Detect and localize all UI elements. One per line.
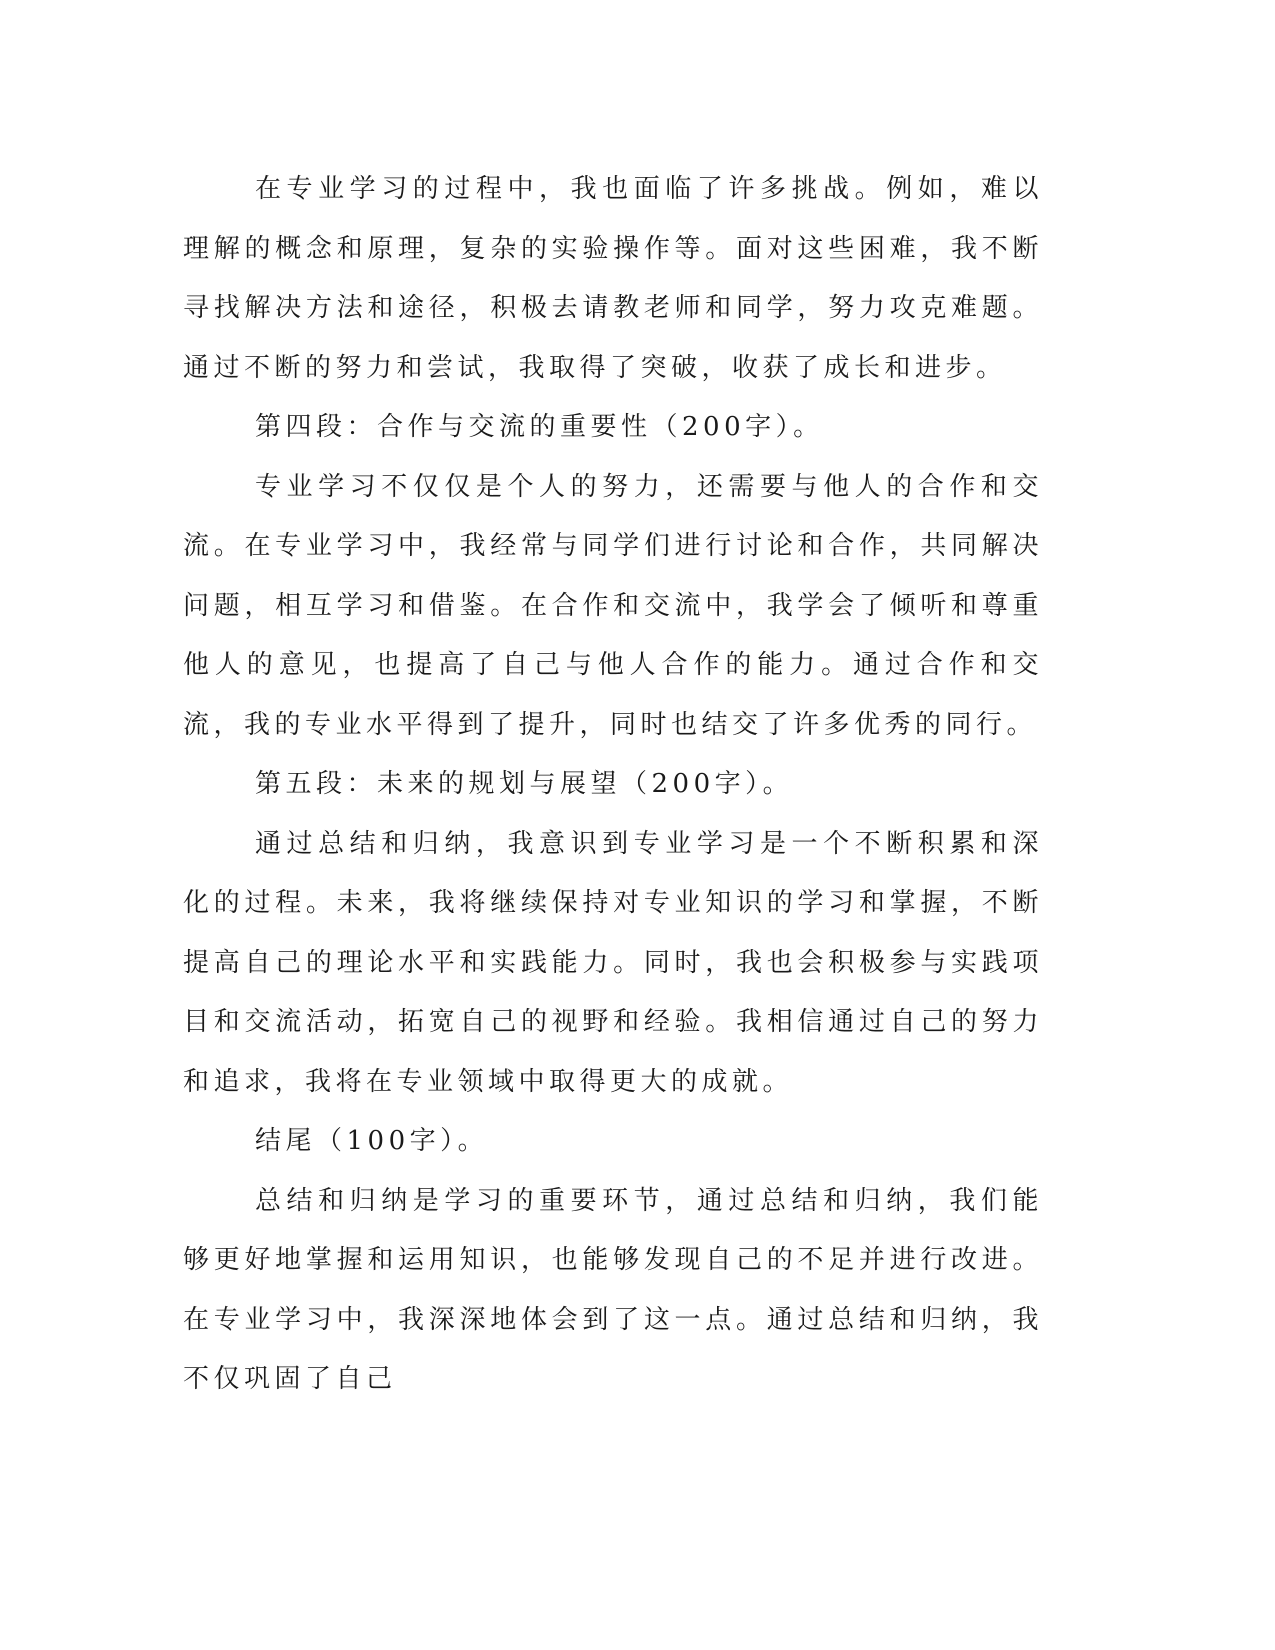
paragraph-future: 通过总结和归纳，我意识到专业学习是一个不断积累和深化的过程。未来，我将继续保持对专业知识的学习和掌握，不断提高自己的理论水平和实践能力。同时，我也会积极参与实践项目和交流活动，拓宽自己的视野和经验。我相信通过自己的努力和追求，我将在专业领域中取得更大的成就。 xyxy=(183,828,1043,1097)
document-body xyxy=(183,160,1043,1410)
paragraph-conclusion: 总结和归纳是学习的重要环节，通过总结和归纳，我们能够更好地掌握和运用知识，也能够发现自己的不足并进行改进。在专业学习中，我深深地体会到了这一点。通过总结和归纳，我不仅巩固了自己 xyxy=(183,1185,1043,1394)
section-heading-4: 第四段：合作与交流的重要性（200字）。 xyxy=(255,412,824,442)
paragraph-challenges: 在专业学习的过程中，我也面临了许多挑战。例如，难以理解的概念和原理，复杂的实验操作等。面对这些困难，我不断寻找解决方法和途径，积极去请教老师和同学，努力攻克难题。通过不断的努力和尝试，我取得了突破，收获了成长和进步。 xyxy=(183,174,1043,383)
paragraph-cooperation: 专业学习不仅仅是个人的努力，还需要与他人的合作和交流。在专业学习中，我经常与同学们进行讨论和合作，共同解决问题，相互学习和借鉴。在合作和交流中，我学会了倾听和尊重他人的意见，也提高了自己与他人合作的能力。通过合作和交流，我的专业水平得到了提升，同时也结交了许多优秀的同行。 xyxy=(183,471,1043,740)
section-heading-5: 第五段：未来的规划与展望（200字）。 xyxy=(255,769,794,799)
section-heading-ending: 结尾（100字）。 xyxy=(255,1126,489,1156)
